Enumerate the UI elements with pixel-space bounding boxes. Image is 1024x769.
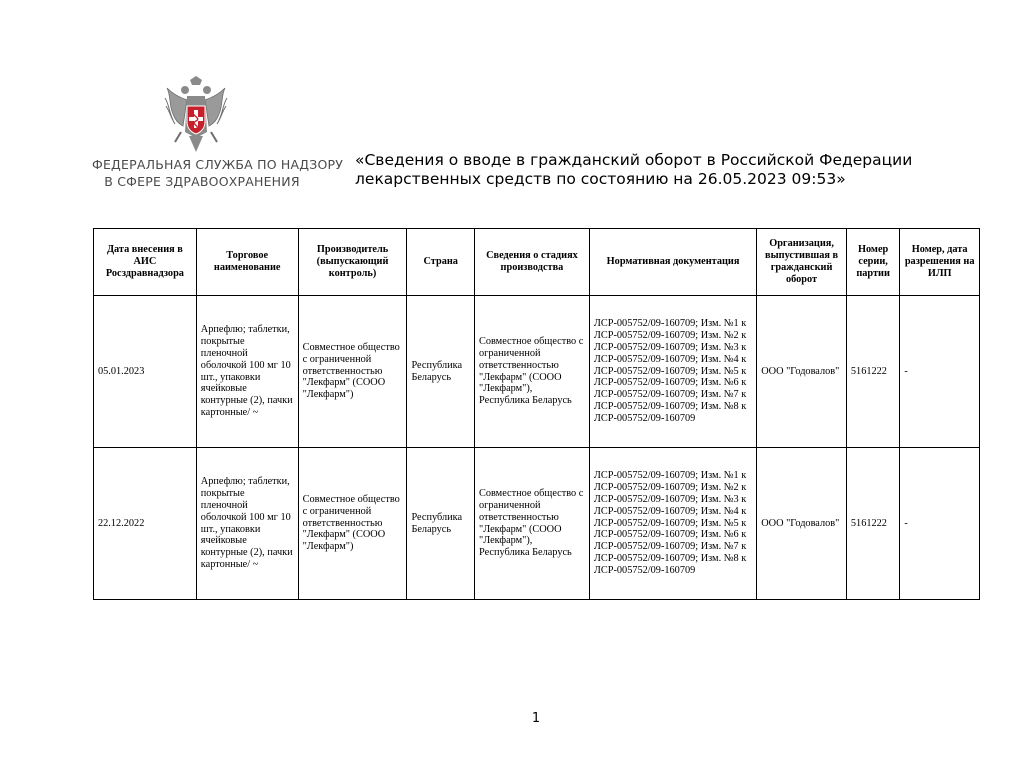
column-header-date: Дата внесения в АИС Росздравнадзора	[94, 229, 197, 296]
column-header-batch: Номер серии, партии	[846, 229, 899, 296]
cell-normative-docs: ЛСР-005752/09-160709; Изм. №1 к ЛСР-005752/09-160709; Изм. №2 к ЛСР-005752/09-160709; Изм. №3 к ЛСР-005752/09-160709; Изм. №4 к ЛСР-005752/09-160709; Изм. №5 к ЛСР-005752/09-160709; Изм. №6 к ЛСР-005752/09-160709; Изм. №7 к ЛСР-005752/09-160709; Изм. №8 к ЛСР-005752/09-160709	[589, 448, 756, 600]
cell-ilp-permit: -	[900, 296, 980, 448]
document-title-line2: лекарственных средств по состоянию на 26.05.2023 09:53»	[355, 170, 846, 188]
document-title-line1: «Сведения о вводе в гражданский оборот в Российской Федерации	[355, 151, 913, 169]
table-header-row	[94, 229, 980, 296]
document-title	[355, 151, 915, 189]
registry-table	[93, 228, 980, 600]
cell-production-stages: Совместное общество с ограниченной ответственностью "Лекфарм" (СООО "Лекфарм"), Республика Беларусь	[474, 448, 589, 600]
cell-ilp-permit: -	[900, 448, 980, 600]
cell-normative-docs: ЛСР-005752/09-160709; Изм. №1 к ЛСР-005752/09-160709; Изм. №2 к ЛСР-005752/09-160709; Изм. №3 к ЛСР-005752/09-160709; Изм. №4 к ЛСР-005752/09-160709; Изм. №5 к ЛСР-005752/09-160709; Изм. №6 к ЛСР-005752/09-160709; Изм. №7 к ЛСР-005752/09-160709; Изм. №8 к ЛСР-005752/09-160709	[589, 296, 756, 448]
table-row	[94, 296, 980, 448]
agency-name-line2: В СФЕРЕ ЗДРАВООХРАНЕНИЯ	[104, 174, 300, 189]
cell-trade-name: Арпефлю; таблетки, покрытые пленочной оболочкой 100 мг 10 шт., упаковки ячейковые контурные (2), пачки картонные/ ~	[196, 448, 298, 600]
cell-manufacturer: Совместное общество с ограниченной ответственностью "Лекфарм" (СООО "Лекфарм")	[298, 296, 407, 448]
cell-production-stages: Совместное общество с ограниченной ответственностью "Лекфарм" (СООО "Лекфарм"), Республика Беларусь	[474, 296, 589, 448]
cell-organization: ООО "Годовалов"	[757, 448, 847, 600]
page-number: 1	[531, 711, 541, 726]
cell-batch: 5161222	[846, 448, 899, 600]
cell-country: Республика Беларусь	[407, 296, 475, 448]
cell-organization: ООО "Годовалов"	[757, 296, 847, 448]
column-header-organization: Организация, выпустившая в гражданский оборот	[757, 229, 847, 296]
emblem-logo	[163, 76, 229, 158]
cell-date: 22.12.2022	[94, 448, 197, 600]
column-header-manufacturer: Производитель (выпускающий контроль)	[298, 229, 407, 296]
column-header-trade-name: Торговое наименование	[196, 229, 298, 296]
cell-date: 05.01.2023	[94, 296, 197, 448]
column-header-ilp-permit: Номер, дата разрешения на ИЛП	[900, 229, 980, 296]
table-row	[94, 448, 980, 600]
agency-name	[92, 156, 344, 190]
column-header-production-stages: Сведения о стадиях производства	[474, 229, 589, 296]
cell-batch: 5161222	[846, 296, 899, 448]
column-header-country: Страна	[407, 229, 475, 296]
agency-name-line1: ФЕДЕРАЛЬНАЯ СЛУЖБА ПО НАДЗОРУ	[92, 157, 344, 172]
cell-trade-name: Арпефлю; таблетки, покрытые пленочной оболочкой 100 мг 10 шт., упаковки ячейковые контурные (2), пачки картонные/ ~	[196, 296, 298, 448]
column-header-normative-docs: Нормативная документация	[589, 229, 756, 296]
cell-country: Республика Беларусь	[407, 448, 475, 600]
cell-manufacturer: Совместное общество с ограниченной ответственностью "Лекфарм" (СООО "Лекфарм")	[298, 448, 407, 600]
